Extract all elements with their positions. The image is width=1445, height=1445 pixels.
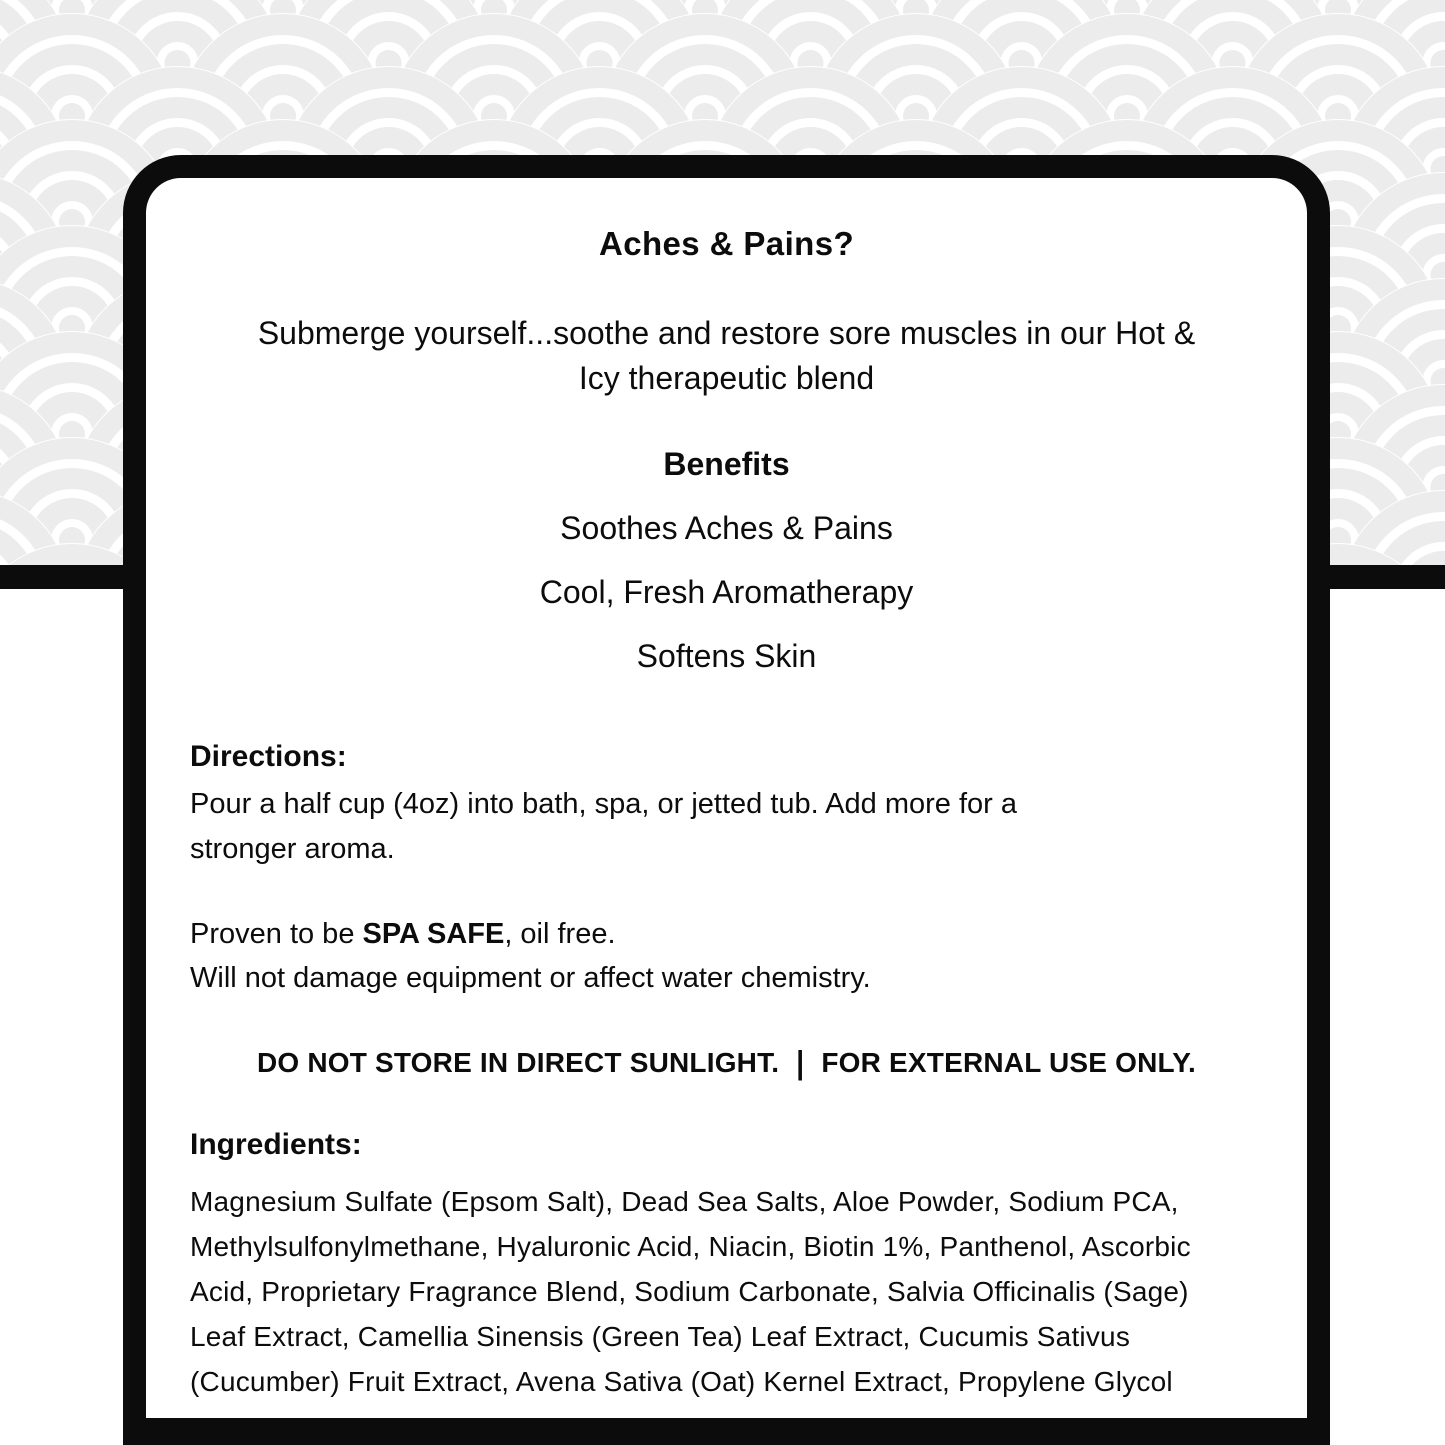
directions-text bbox=[190, 782, 1264, 872]
benefit-item: Cool, Fresh Aromatherapy bbox=[539, 574, 914, 610]
benefit-item: Softens Skin bbox=[636, 638, 817, 674]
directions-line: stronger aroma. bbox=[190, 833, 395, 865]
spa-safe-note bbox=[190, 912, 1264, 1000]
spa-safe-prefix: Proven to be bbox=[190, 918, 363, 950]
ingredients-text bbox=[190, 1179, 1264, 1404]
intro-line: Icy therapeutic blend bbox=[578, 360, 875, 396]
ingredients-line: Methylsulfonylmethane, Hyaluronic Acid, Niacin, Biotin 1%, Panthenol, Ascorbic bbox=[190, 1231, 1191, 1262]
spa-safe-emphasis: SPA SAFE bbox=[362, 918, 505, 950]
warning-divider: | bbox=[796, 1044, 805, 1081]
headline: Aches & Pains? bbox=[598, 225, 855, 262]
ingredients-line: Magnesium Sulfate (Epsom Salt), Dead Sea Salts, Aloe Powder, Sodium PCA, bbox=[190, 1186, 1179, 1217]
warning-right-text: FOR EXTERNAL USE ONLY. bbox=[821, 1047, 1197, 1078]
ingredients-line: Leaf Extract, Camellia Sinensis (Green Tea) Leaf Extract, Cucumis Sativus bbox=[190, 1321, 1131, 1352]
intro-text bbox=[146, 311, 1307, 401]
benefit-item: Soothes Aches & Pains bbox=[560, 510, 893, 546]
spa-safe-line bbox=[190, 912, 1264, 956]
label-card-content bbox=[146, 178, 1307, 1418]
directions-line: Pour a half cup (4oz) into bath, spa, or jetted tub. Add more for a bbox=[190, 788, 1017, 820]
benefits-heading: Benefits bbox=[663, 446, 790, 482]
ingredients-line: Acid, Proprietary Fragrance Blend, Sodium Carbonate, Salvia Officinalis (Sage) bbox=[190, 1276, 1189, 1307]
spa-safe-suffix: , oil free. bbox=[504, 918, 616, 950]
warning-left-text: DO NOT STORE IN DIRECT SUNLIGHT. bbox=[256, 1047, 780, 1078]
ingredients-heading: Ingredients: bbox=[190, 1128, 362, 1161]
intro-line: Submerge yourself...soothe and restore sore muscles in our Hot & bbox=[257, 315, 1196, 351]
spa-safe-line: Will not damage equipment or affect water chemistry. bbox=[190, 962, 871, 994]
label-card bbox=[123, 155, 1330, 1445]
warning-line bbox=[146, 1044, 1307, 1081]
ingredients-line: (Cucumber) Fruit Extract, Avena Sativa (Oat) Kernel Extract, Propylene Glycol bbox=[190, 1366, 1173, 1397]
directions-heading: Directions: bbox=[190, 740, 347, 773]
